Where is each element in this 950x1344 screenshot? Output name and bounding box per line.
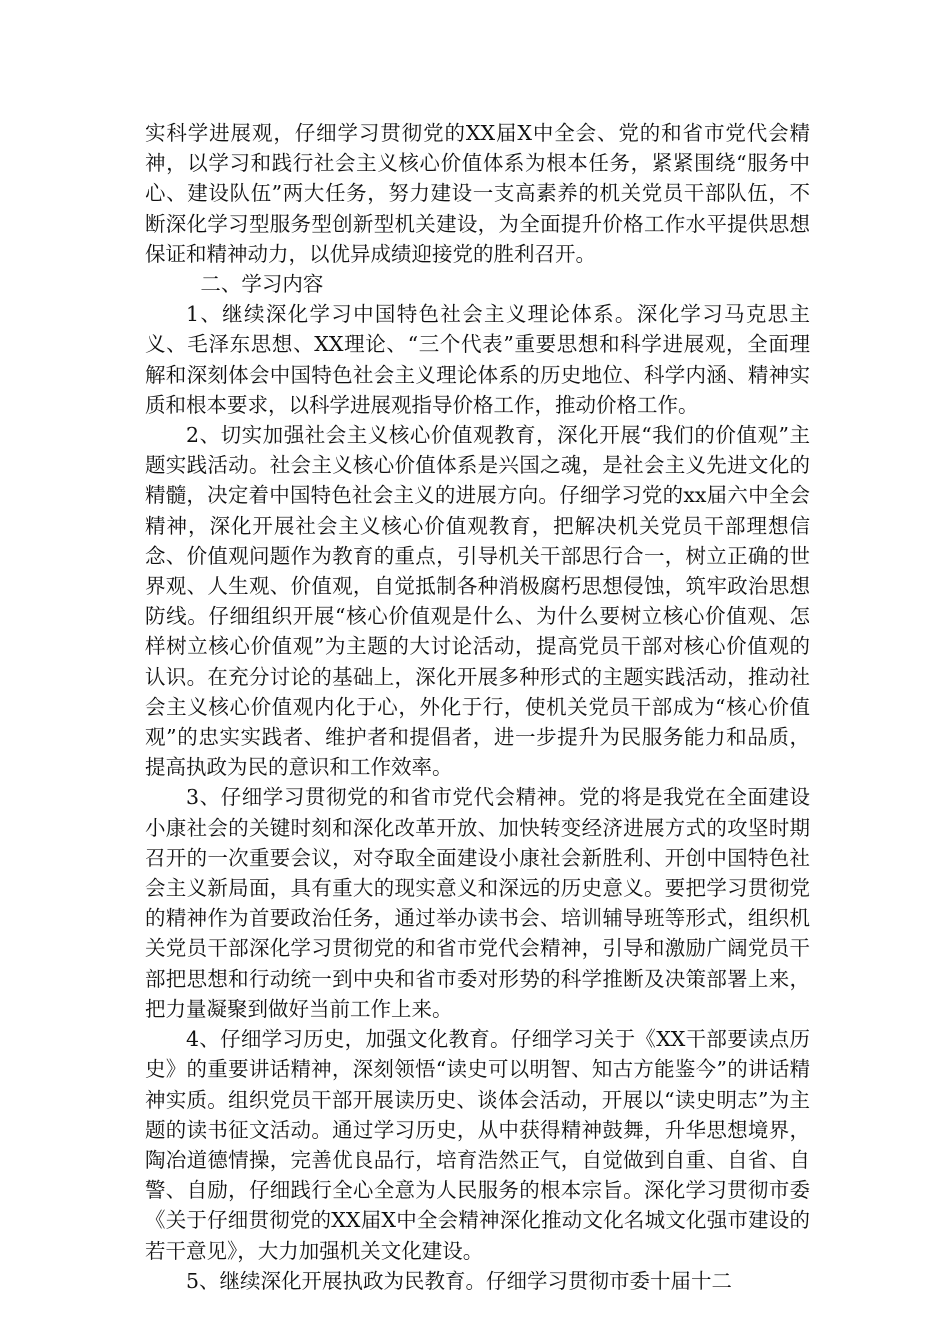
paragraph-intro-continued: 实科学进展观，仔细学习贯彻党的XX届X中全会、党的和省市党代会精神，以学习和践行社会主义核心价值体系为根本任务，紧紧围绕“服务中心、建设队伍”两大任务，努力建设一支高素养的机关党员干部队伍，不断深化学习型服务型创新型机关建设，为全面提升价格工作水平提供思想保证和精神动力，以优异成绩迎接党的胜利召开。 [145, 121, 810, 266]
paragraph-item-5: 5、继续深化开展执政为民教育。仔细学习贯彻市委十届十二 [186, 1268, 733, 1293]
section-heading-study-content: 二、学习内容 [200, 272, 324, 297]
paragraph-item-2: 2、切实加强社会主义核心价值观教育，深化开展“我们的价值观”主题实践活动。社会主义核心价值体系是兴国之魂，是社会主义先进文化的精髓，决定着中国特色社会主义的进展方向。仔细学习党的xx届六中全会精神，深化开展社会主义核心价值观教育，把解决机关党员干部理想信念、价值观问题作为教育的重点，引导机关干部思行合一，树立正确的世界观、人生观、价值观，自觉抵制各种消极腐朽思想侵蚀，筑牢政治思想防线。仔细组织开展“核心价值观是什么、为什么要树立核心价值观、怎样树立核心价值观”为主题的大讨论活动，提高党员干部对核心价值观的认识。在充分讨论的基础上，深化开展多种形式的主题实践活动，推动社会主义核心价值观内化于心，外化于行，使机关党员干部成为“核心价值观”的忠实实践者、维护者和提倡者，进一步提升为民服务能力和品质，提高执政为民的意识和工作效率。 [145, 423, 810, 780]
paragraph-item-3: 3、仔细学习贯彻党的和省市党代会精神。党的将是我党在全面建设小康社会的关键时刻和深化改革开放、加快转变经济进展方式的攻坚时期召开的一次重要会议，对夺取全面建设小康社会新胜利、开创中国特色社会主义新局面，具有重大的现实意义和深远的历史意义。要把学习贯彻党的精神作为首要政治任务，通过举办读书会、培训辅导班等形式，组织机关党员干部深化学习贯彻党的和省市党代会精神，引导和激励广阔党员干部把思想和行动统一到中央和省市委对形势的科学推断及决策部署上来，把力量凝聚到做好当前工作上来。 [145, 785, 810, 1021]
document-body [145, 118, 810, 1296]
paragraph-item-4: 4、仔细学习历史，加强文化教育。仔细学习关于《XX干部要读点历史》的重要讲话精神，深刻领悟“读史可以明智、知古方能鉴今”的讲话精神实质。组织党员干部开展读历史、谈体会活动，开展以“读史明志”为主题的读书征文活动。通过学习历史，从中获得精神鼓舞，升华思想境界，陶冶道德情操，完善优良品行，培育浩然正气，自觉做到自重、自省、自警、自励，仔细践行全心全意为人民服务的根本宗旨。深化学习贯彻市委《关于仔细贯彻党的XX届X中全会精神深化推动文化名城文化强市建设的若干意见》，大力加强机关文化建设。 [145, 1027, 810, 1263]
paragraph-item-1: 1、继续深化学习中国特色社会主义理论体系。深化学习马克思主义、毛泽东思想、XX理论、“三个代表”重要思想和科学进展观，全面理解和深刻体会中国特色社会主义理论体系的历史地位、科学内涵、精神实质和根本要求，以科学进展观指导价格工作，推动价格工作。 [145, 302, 810, 417]
